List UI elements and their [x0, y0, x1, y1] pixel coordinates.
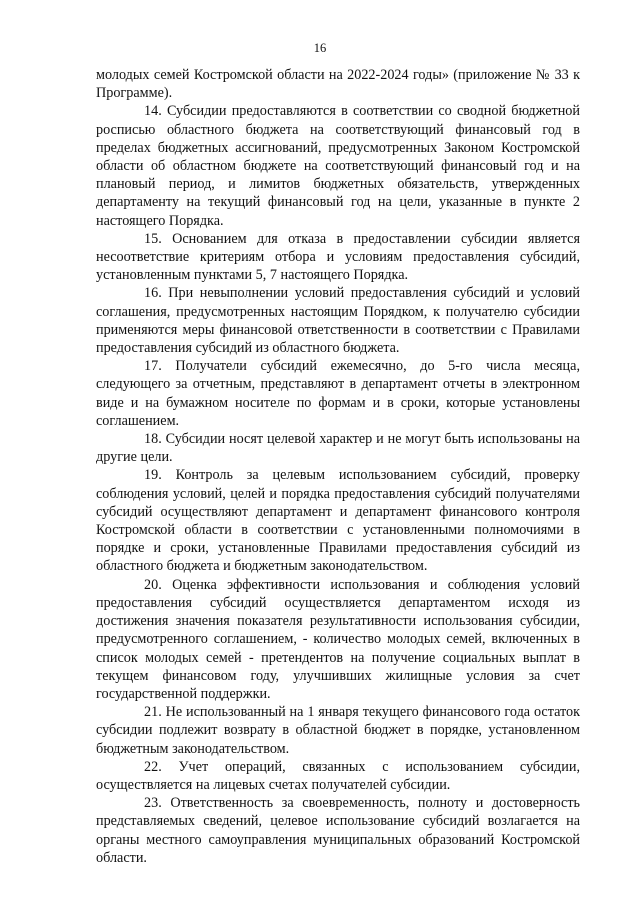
paragraph-20: 20. Оценка эффективности использования и соблюдения условий предоставления субсидий осуществляется департаментом исходя из достижения значения показателя результативности использования субсидии, предусмотренного соглашением, - количество молодых семей, включенных в список молодых семей - претендентов на получение социальных выплат в текущем финансовом году, улучшивших жилищные условия за счет государственной поддержки. — [96, 576, 580, 702]
paragraph-17: 17. Получатели субсидий ежемесячно, до 5-го числа месяца, следующего за отчетным, представляют в департамент отчеты в электронном виде и на бумажном носителе по формам и в сроки, которые установлены соглашением. — [96, 358, 580, 429]
paragraph-21: 21. Не использованный на 1 января текущего финансового года остаток субсидии подлежит возврату в областной бюджет в порядке, установленном бюджетным законодательством. — [96, 704, 580, 757]
page-number: 16 — [313, 41, 327, 55]
paragraph-23: 23. Ответственность за своевременность, полноту и достоверность представляемых сведений, целевое использование субсидий возлагается на органы местного самоуправления муниципальных образований Костромской области. — [96, 795, 580, 866]
paragraph-22: 22. Учет операций, связанных с использованием субсидии, осуществляется на лицевых счетах получателей субсидии. — [96, 758, 580, 793]
paragraph-15: 15. Основанием для отказа в предоставлении субсидии является несоответствие критериям отбора и условиям предоставления субсидий, установленным пунктами 5, 7 настоящего Порядка. — [96, 230, 580, 284]
paragraph-continuation: молодых семей Костромской области на 2022-2024 годы» (приложение № 33 к Программе). — [96, 67, 580, 102]
paragraph-14: 14. Субсидии предоставляются в соответствии со сводной бюджетной росписью областного бюджета на соответствующий финансовый год в пределах бюджетных ассигнований, предусмотренных Законом Костромской области об областном бюджете на соответствующий финансовый год и на плановый период, и лимитов бюджетных обязательств, утвержденных департаменту на текущий финансовый год на цели, указанные в пункте 2 настоящего Порядка. — [96, 103, 580, 229]
document-body — [96, 66, 580, 867]
paragraph-16: 16. При невыполнении условий предоставления субсидий и условий соглашения, предусмотренных настоящим Порядком, к получателю субсидии применяются меры финансовой ответственности в соответствии с Правилами предоставления субсидий из областного бюджета. — [96, 285, 580, 357]
paragraph-18: 18. Субсидии носят целевой характер и не могут быть использованы на другие цели. — [96, 431, 580, 466]
paragraph-19: 19. Контроль за целевым использованием субсидий, проверку соблюдения условий, целей и порядка предоставления субсидий получателями субсидий осуществляют департамент и департамент финансового контроля Костромской области в соответствии с установленными полномочиями в порядке и сроки, установленные Правилами предоставления субсидий из областного бюджета и бюджетным законодательством. — [96, 467, 580, 575]
